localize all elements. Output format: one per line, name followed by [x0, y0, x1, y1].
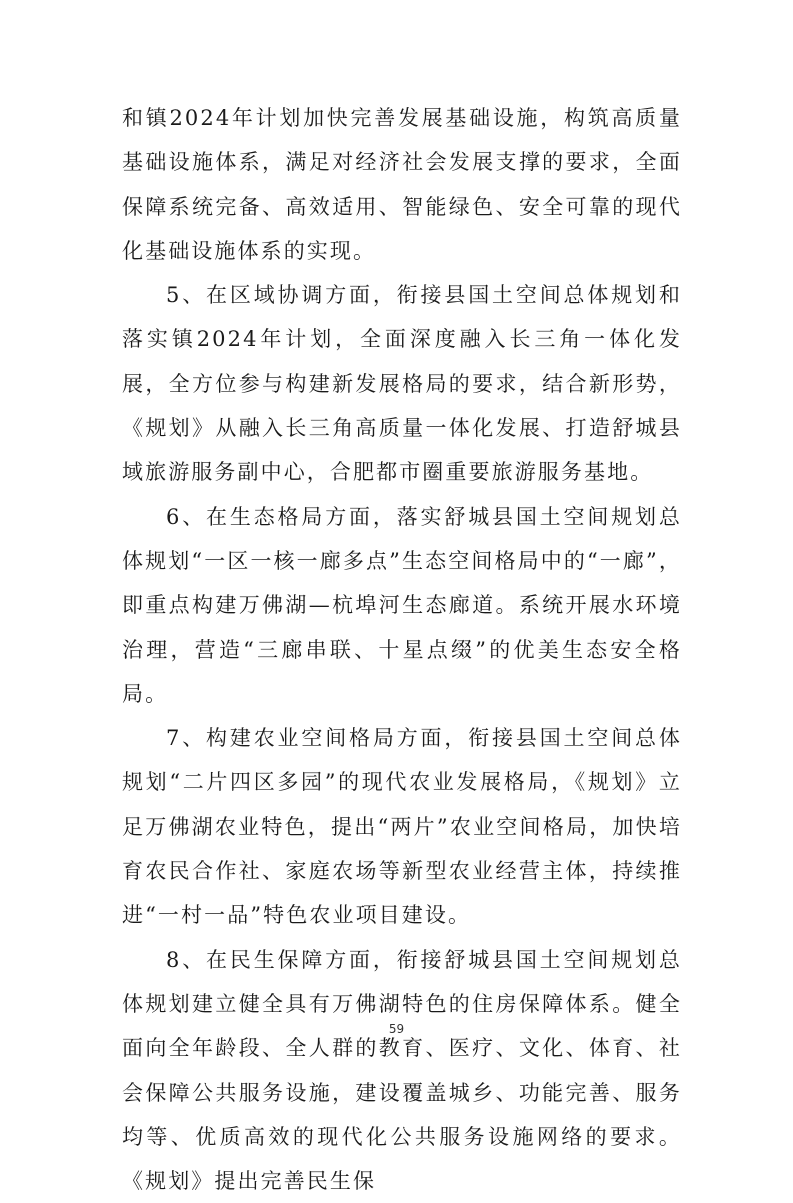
page-body [122, 96, 682, 1203]
paragraph-continuation: 和镇2024年计划加快完善发展基础设施，构筑高质量基础设施体系，满足对经济社会发展支撑的要求，全面保障系统完备、高效适用、智能绿色、安全可靠的现代化基础设施体系的实现。 [122, 106, 682, 263]
paragraph-agricultural-space: 7、构建农业空间格局方面，衔接县国土空间总体规划“二片四区多园”的现代农业发展格局，《规划》立足万佛湖农业特色，提出“两片”农业空间格局，加快培育农民合作社、家庭农场等新型农业经营主体，持续推进“一村一品”特色农业项目建设。 [122, 726, 682, 928]
page-number: 59 [388, 1022, 405, 1036]
paragraph-livelihood-security: 8、在民生保障方面，衔接舒城县国土空间规划总体规划建立健全具有万佛湖特色的住房保障体系。健全面向全年龄段、全人群的教育、医疗、文化、体育、社会保障公共服务设施，建设覆盖城乡、功能完善、服务均等、优质高效的现代化公共服务设施网络的要求。《规划》提出完善民生保 [122, 947, 682, 1194]
paragraph-ecological-pattern: 6、在生态格局方面，落实舒城县国土空间规划总体规划“一区一核一廊多点”生态空间格局中的“一廊”，即重点构建万佛湖—杭埠河生态廊道。系统开展水环境治理，营造“三廊串联、十星点缀”的优美生态安全格局。 [122, 504, 682, 706]
paragraph-regional-coordination: 5、在区域协调方面，衔接县国土空间总体规划和落实镇2024年计划，全面深度融入长三角一体化发展，全方位参与构建新发展格局的要求，结合新形势，《规划》从融入长三角高质量一体化发展、打造舒城县域旅游服务副中心，合肥都市圈重要旅游服务基地。 [122, 283, 682, 485]
